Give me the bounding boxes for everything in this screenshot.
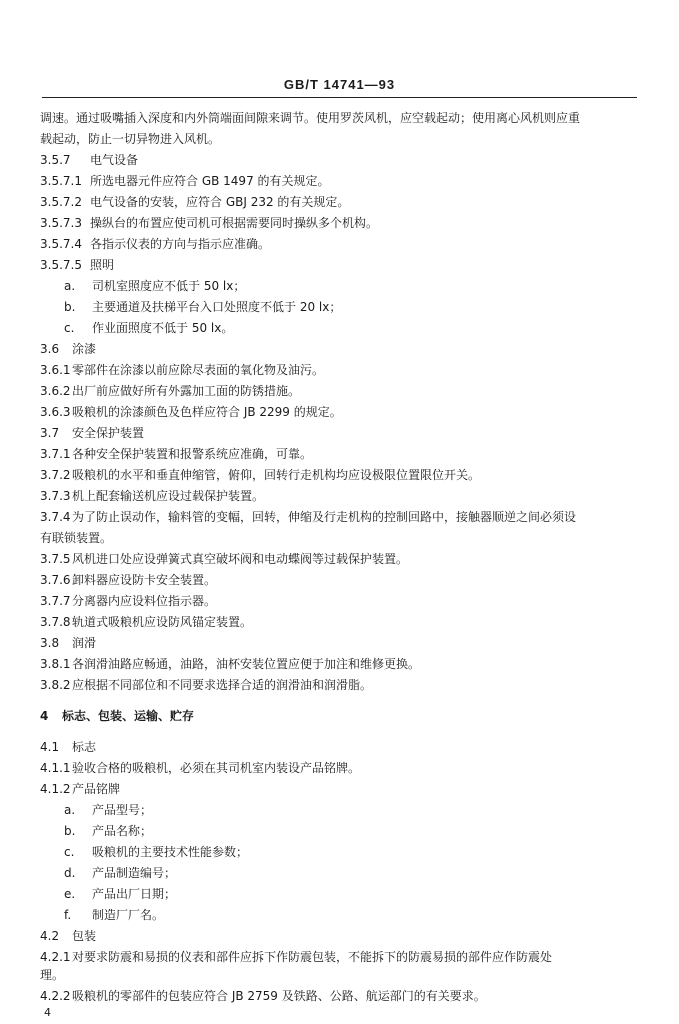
list-text: 制造厂厂名。 bbox=[92, 908, 165, 922]
list-text: 产品出厂日期； bbox=[92, 887, 177, 901]
clause-number: 3.7.5 bbox=[40, 552, 71, 566]
clause-number: 3.5.7.1 bbox=[40, 174, 82, 188]
section-title: 安全保护装置 bbox=[72, 426, 145, 440]
clause-3-6-3 bbox=[40, 404, 342, 420]
clause-text: 产品铭牌 bbox=[72, 782, 121, 796]
clause-text: 吸粮机的水平和垂直伸缩管，俯仰，回转行走机构均应设极限位置限位开关。 bbox=[72, 468, 481, 482]
list-letter: a. bbox=[64, 279, 76, 293]
clause-text: 零部件在涂漆以前应除尽表面的氧化物及油污。 bbox=[72, 363, 325, 377]
clause-text: 对要求防震和易损的仪表和部件应拆下作防震包装，不能拆下的防震易损的部件应作防震处 bbox=[72, 950, 553, 964]
clause-number: 3.8.2 bbox=[40, 678, 71, 692]
list-text: 产品制造编号； bbox=[92, 866, 177, 880]
clause-3-8-1 bbox=[40, 656, 420, 672]
clause-number: 3.6.2 bbox=[40, 384, 71, 398]
clause-number: 3.7.7 bbox=[40, 594, 71, 608]
clause-3-8-2 bbox=[40, 677, 372, 693]
clause-3-7-8 bbox=[40, 614, 252, 630]
header-rule bbox=[42, 97, 637, 98]
list-item bbox=[64, 278, 245, 294]
list-text: 作业面照度不低于 50 lx。 bbox=[92, 321, 234, 335]
clause-3-7-3 bbox=[40, 488, 264, 504]
clause-3-5-7-2 bbox=[40, 194, 349, 210]
clause-text: 各种安全保护装置和报警系统应准确，可靠。 bbox=[72, 447, 313, 461]
clause-number: 3.6.1 bbox=[40, 363, 71, 377]
clause-number: 3.7.3 bbox=[40, 489, 71, 503]
clause-3-5-7-3 bbox=[40, 215, 378, 231]
list-item bbox=[64, 886, 176, 902]
clause-number: 4.2.2 bbox=[40, 989, 71, 1003]
clause-number: 3.7.6 bbox=[40, 573, 71, 587]
clause-number: 3.5.7.3 bbox=[40, 216, 82, 230]
list-text: 主要通道及扶梯平台入口处照度不低于 20 lx； bbox=[92, 300, 342, 314]
list-letter: f. bbox=[64, 908, 72, 922]
clause-text: 应根据不同部位和不同要求选择合适的润滑油和润滑脂。 bbox=[72, 678, 373, 692]
paragraph-line: 理。 bbox=[40, 968, 65, 982]
section-title: 涂漆 bbox=[72, 342, 97, 356]
section-3-7 bbox=[40, 425, 144, 441]
clause-3-6-2 bbox=[40, 383, 300, 399]
paragraph-line: 调速。通过吸嘴插入深度和内外筒端面间隙来调节。使用罗茨风机，应空载起动；使用离心风机则应重 bbox=[40, 111, 581, 125]
clause-3-7-5 bbox=[40, 551, 408, 567]
clause-number: 3.6 bbox=[40, 342, 60, 356]
clause-number: 3.8 bbox=[40, 636, 60, 650]
clause-text: 分离器内应设料位指示器。 bbox=[72, 594, 217, 608]
list-letter: b. bbox=[64, 300, 76, 314]
clause-3-5-7-5 bbox=[40, 257, 114, 273]
clause-text: 各润滑油路应畅通，油路，油杯安装位置应便于加注和维修更换。 bbox=[72, 657, 421, 671]
chapter-title: 标志、包装、运输、贮存 bbox=[62, 709, 195, 723]
list-letter: d. bbox=[64, 866, 76, 880]
clause-number: 3.7 bbox=[40, 426, 60, 440]
page-number: 4 bbox=[44, 1006, 51, 1019]
clause-4-1-2 bbox=[40, 781, 120, 797]
list-item bbox=[64, 844, 248, 860]
section-title: 包装 bbox=[72, 929, 97, 943]
list-letter: c. bbox=[64, 321, 75, 335]
clause-3-7-7 bbox=[40, 593, 216, 609]
clause-number: 3.8.1 bbox=[40, 657, 71, 671]
list-letter: b. bbox=[64, 824, 76, 838]
clause-text: 验收合格的吸粮机，必须在其司机室内装设产品铭牌。 bbox=[72, 761, 361, 775]
list-letter: e. bbox=[64, 887, 76, 901]
clause-number: 3.5.7.5 bbox=[40, 258, 82, 272]
paragraph-line: 有联锁装置。 bbox=[40, 531, 113, 545]
clause-text: 卸料器应设防卡安全装置。 bbox=[72, 573, 217, 587]
clause-number: 4.2 bbox=[40, 929, 60, 943]
section-title: 标志 bbox=[72, 740, 97, 754]
clause-text: 操纵台的布置应使司机可根据需要同时操纵多个机构。 bbox=[90, 216, 379, 230]
clause-text: 吸粮机的零部件的包装应符合 JB 2759 及铁路、公路、航运部门的有关要求。 bbox=[72, 989, 486, 1003]
clause-text: 各指示仪表的方向与指示应准确。 bbox=[90, 237, 271, 251]
list-text: 司机室照度应不低于 50 lx； bbox=[92, 279, 246, 293]
list-item bbox=[64, 865, 176, 881]
clause-4-2-1 bbox=[40, 949, 552, 965]
clause-number: 3.7.1 bbox=[40, 447, 71, 461]
clause-number: 4.2.1 bbox=[40, 950, 71, 964]
clause-number: 3.5.7 bbox=[40, 153, 71, 167]
clause-text: 电气设备的安装，应符合 GBJ 232 的有关规定。 bbox=[90, 195, 350, 209]
clause-4-2-2 bbox=[40, 988, 486, 1004]
section-title: 润滑 bbox=[72, 636, 97, 650]
standard-code-header: GB/T 14741—93 bbox=[283, 77, 396, 92]
section-4-1 bbox=[40, 739, 96, 755]
chapter-4-heading bbox=[40, 708, 194, 724]
section-3-8 bbox=[40, 635, 96, 651]
chapter-number: 4 bbox=[40, 709, 49, 723]
section-4-2 bbox=[40, 928, 96, 944]
clause-3-5-7-1 bbox=[40, 173, 330, 189]
list-item bbox=[64, 299, 341, 315]
clause-3-7-4 bbox=[40, 509, 576, 525]
clause-text: 照明 bbox=[90, 258, 115, 272]
clause-number: 3.7.8 bbox=[40, 615, 71, 629]
clause-number: 4.1.1 bbox=[40, 761, 71, 775]
clause-3-7-2 bbox=[40, 467, 480, 483]
clause-number: 4.1 bbox=[40, 740, 60, 754]
clause-4-1-1 bbox=[40, 760, 360, 776]
clause-number: 3.7.4 bbox=[40, 510, 71, 524]
list-text: 产品型号； bbox=[92, 803, 153, 817]
list-letter: a. bbox=[64, 803, 76, 817]
list-text: 吸粮机的主要技术性能参数； bbox=[92, 845, 249, 859]
clause-text: 轨道式吸粮机应设防风锚定装置。 bbox=[72, 615, 253, 629]
clause-number: 3.6.3 bbox=[40, 405, 71, 419]
clause-text: 风机进口处应设弹簧式真空破坏阀和电动蝶阀等过载保护装置。 bbox=[72, 552, 409, 566]
list-item bbox=[64, 823, 152, 839]
list-item bbox=[64, 907, 164, 923]
clause-number: 3.5.7.4 bbox=[40, 237, 82, 251]
clause-text: 机上配套输送机应设过载保护装置。 bbox=[72, 489, 265, 503]
clause-number: 4.1.2 bbox=[40, 782, 71, 796]
clause-3-5-7-4 bbox=[40, 236, 270, 252]
clause-3-7-1 bbox=[40, 446, 312, 462]
list-item bbox=[64, 320, 233, 336]
clause-number: 3.7.2 bbox=[40, 468, 71, 482]
clause-text: 出厂前应做好所有外露加工面的防锈措施。 bbox=[72, 384, 301, 398]
clause-number: 3.5.7.2 bbox=[40, 195, 82, 209]
clause-text: 所选电器元件应符合 GB 1497 的有关规定。 bbox=[90, 174, 330, 188]
clause-3-5-7 bbox=[40, 152, 138, 168]
list-letter: c. bbox=[64, 845, 75, 859]
clause-3-7-6 bbox=[40, 572, 216, 588]
clause-text: 电气设备 bbox=[90, 153, 139, 167]
paragraph-line: 载起动，防止一切异物进入风机。 bbox=[40, 132, 221, 146]
list-item bbox=[64, 802, 152, 818]
clause-3-6-1 bbox=[40, 362, 324, 378]
section-3-6 bbox=[40, 341, 96, 357]
clause-text: 为了防止误动作，输料管的变幅，回转，伸缩及行走机构的控制回路中，接触器顺逆之间必须设 bbox=[72, 510, 577, 524]
clause-text: 吸粮机的涂漆颜色及色样应符合 JB 2299 的规定。 bbox=[72, 405, 342, 419]
list-text: 产品名称； bbox=[92, 824, 153, 838]
